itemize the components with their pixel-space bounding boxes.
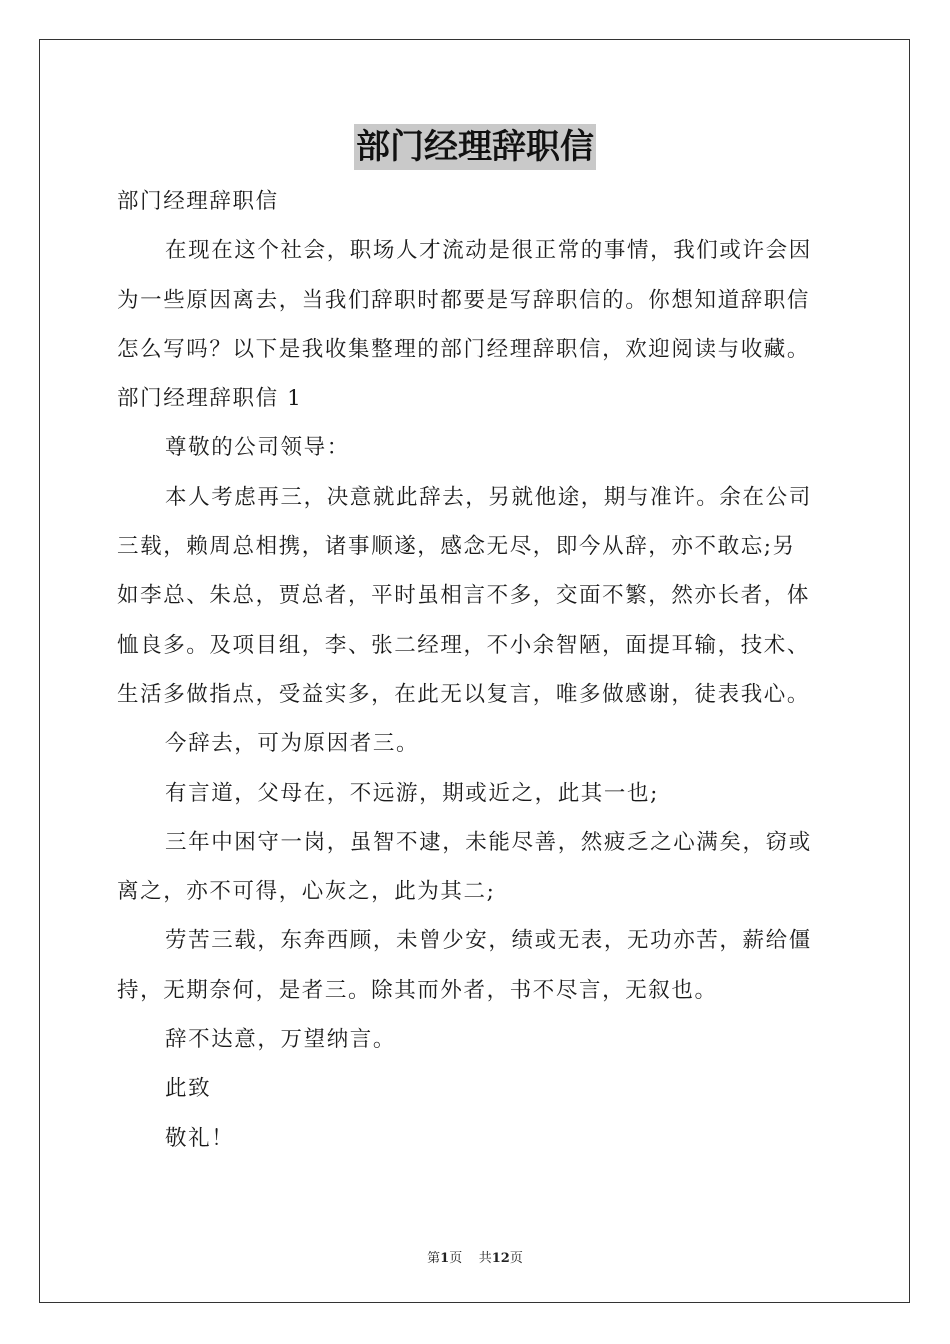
text-line: 今辞去，可为原因者三。 — [165, 731, 420, 757]
text-line: 如李总、朱总，贾总者，平时虽相言不多，交面不繁，然亦长者，体 — [117, 583, 811, 609]
text-line: 本人考虑再三，决意就此辞去，另就他途，期与准许。余在公司 — [165, 484, 812, 510]
footer-total-prefix: 共 — [478, 1251, 492, 1266]
text-line: 劳苦三载，东奔西顾，未曾少安，绩或无表，无功亦苦，薪给僵 — [165, 928, 812, 954]
footer-total-suffix: 页 — [509, 1251, 523, 1266]
text-line: 三年中困守一岗，虽智不逮，未能尽善，然疲乏之心满矣，窃或 — [165, 829, 812, 855]
text-line: 怎么写吗？以下是我收集整理的部门经理辞职信，欢迎阅读与收藏。 — [117, 336, 811, 362]
page-footer — [0, 1247, 950, 1266]
text-line: 有言道，父母在，不远游，期或近之，此其一也; — [165, 780, 659, 806]
text-line: 辞不达意，万望纳言。 — [165, 1027, 397, 1053]
footer-page-number: 1 — [440, 1251, 450, 1266]
footer-page-suffix: 页 — [449, 1251, 463, 1266]
title-container — [0, 124, 950, 170]
text-line: 恤良多。及项目组，李、张二经理，不小余智陋，面提耳输，技术、 — [117, 632, 811, 658]
document-body — [117, 177, 837, 1163]
text-line: 生活多做指点，受益实多，在此无以复言，唯多做感谢，徒表我心。 — [117, 681, 811, 707]
text-line: 为一些原因离去，当我们辞职时都要是写辞职信的。你想知道辞职信 — [117, 287, 811, 313]
footer-page-prefix: 第 — [427, 1251, 441, 1266]
text-line: 持，无期奈何，是者三。除其而外者，书不尽言，无叙也。 — [117, 977, 718, 1003]
text-line: 此致 — [165, 1076, 212, 1102]
text-line: 部门经理辞职信 — [117, 189, 279, 214]
text-line: 在现在这个社会，职场人才流动是很正常的事情，我们或许会因 — [165, 238, 812, 264]
text-line: 三载，赖周总相携，诸事顺遂，感念无尽，即今从辞，亦不敢忘;另 — [117, 534, 796, 560]
text-line: 敬礼！ — [165, 1125, 235, 1151]
footer-total-pages: 12 — [491, 1251, 510, 1266]
document-title: 部门经理辞职信 — [354, 124, 596, 170]
text-line: 离之，亦不可得，心灰之，此为其二; — [117, 879, 496, 905]
text-line: 部门经理辞职信 1 — [117, 386, 303, 412]
text-line: 尊敬的公司领导： — [165, 435, 350, 461]
